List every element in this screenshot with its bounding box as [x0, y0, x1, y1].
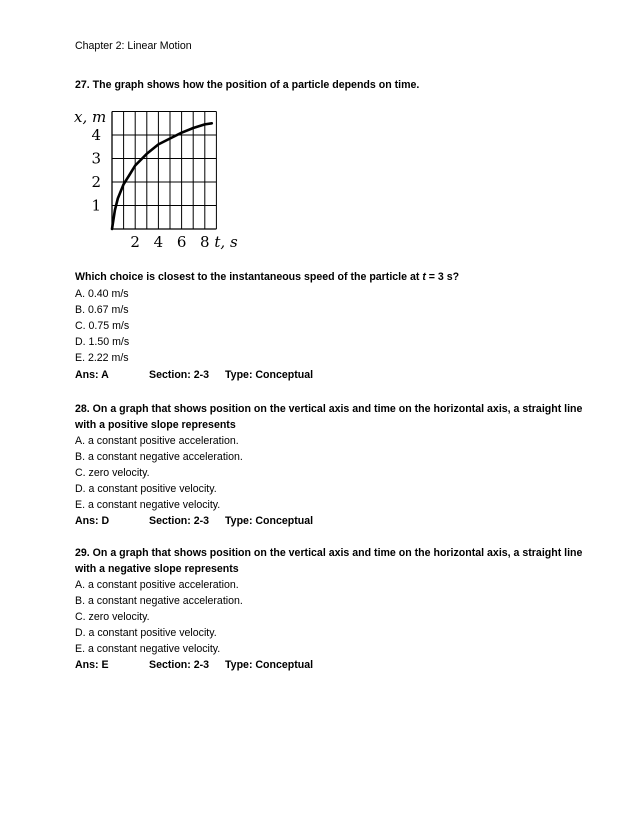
position-curve: [112, 123, 212, 229]
q27-option-a: A. 0.40 m/s: [75, 288, 129, 300]
q28-option-e: E. a constant negative velocity.: [75, 499, 221, 511]
q27-section: Section: 2-3: [149, 369, 210, 381]
graph-axes: [112, 112, 216, 230]
x-tick-label: 4: [153, 233, 164, 251]
y-axis-label: x, m: [74, 108, 107, 126]
q27-type: Type: Conceptual: [225, 369, 314, 381]
q27-prompt-var: t: [422, 271, 426, 283]
q28-option-a: A. a constant positive acceleration.: [75, 435, 239, 447]
q29-option-c: C. zero velocity.: [75, 611, 150, 623]
x-tick-label: 8: [200, 233, 210, 251]
q27-prompt-before: Which choice is closest to the instantaneous speed of the particle at: [75, 271, 423, 283]
y-tick-label: 4: [91, 126, 101, 144]
q28-option-d: D. a constant positive velocity.: [75, 483, 217, 495]
q27-question: 27. The graph shows how the position of a particle depends on time.: [75, 79, 420, 91]
q29-question-line1: 29. On a graph that shows position on the vertical axis and time on the horizontal axis, a straight line: [75, 547, 583, 559]
q29-option-a: A. a constant positive acceleration.: [75, 579, 239, 591]
q29-option-e: E. a constant negative velocity.: [75, 643, 221, 655]
position-time-graph: [60, 100, 350, 260]
q28-question-line2: with a positive slope represents: [75, 419, 236, 431]
q29-answer: Ans: E: [75, 659, 109, 671]
graph-curve: [112, 123, 212, 229]
q27-answer: Ans: A: [75, 369, 109, 381]
q27-prompt-after: = 3 s?: [425, 271, 460, 283]
q27-option-c: C. 0.75 m/s: [75, 320, 130, 332]
q27-option-b: B. 0.67 m/s: [75, 304, 129, 316]
q28-question-line1: 28. On a graph that shows position on the vertical axis and time on the horizontal axis, a straight line: [75, 403, 583, 415]
y-tick-label: 3: [91, 149, 101, 168]
q28-type: Type: Conceptual: [225, 515, 314, 527]
x-axis-label: t, s: [214, 233, 238, 251]
y-tick-label: 1: [91, 196, 101, 215]
x-tick-label: 6: [176, 233, 187, 251]
q27-option-d: D. 1.50 m/s: [75, 336, 130, 348]
x-tick-label: 2: [130, 233, 140, 251]
q28-option-b: B. a constant negative acceleration.: [75, 451, 243, 463]
q28-option-c: C. zero velocity.: [75, 467, 150, 479]
q29-question-line2: with a negative slope represents: [75, 563, 239, 575]
q29-option-d: D. a constant positive velocity.: [75, 627, 217, 639]
q27-option-e: E. 2.22 m/s: [75, 352, 129, 364]
q28-section: Section: 2-3: [149, 515, 210, 527]
q27-prompt: [75, 270, 459, 284]
q29-option-b: B. a constant negative acceleration.: [75, 595, 243, 607]
graph-grid: [112, 112, 216, 230]
q29-type: Type: Conceptual: [225, 659, 314, 671]
y-tick-label: 2: [91, 173, 101, 191]
chapter-header: Chapter 2: Linear Motion: [75, 40, 192, 52]
q29-section: Section: 2-3: [149, 659, 210, 671]
q28-answer: Ans: D: [75, 515, 110, 527]
